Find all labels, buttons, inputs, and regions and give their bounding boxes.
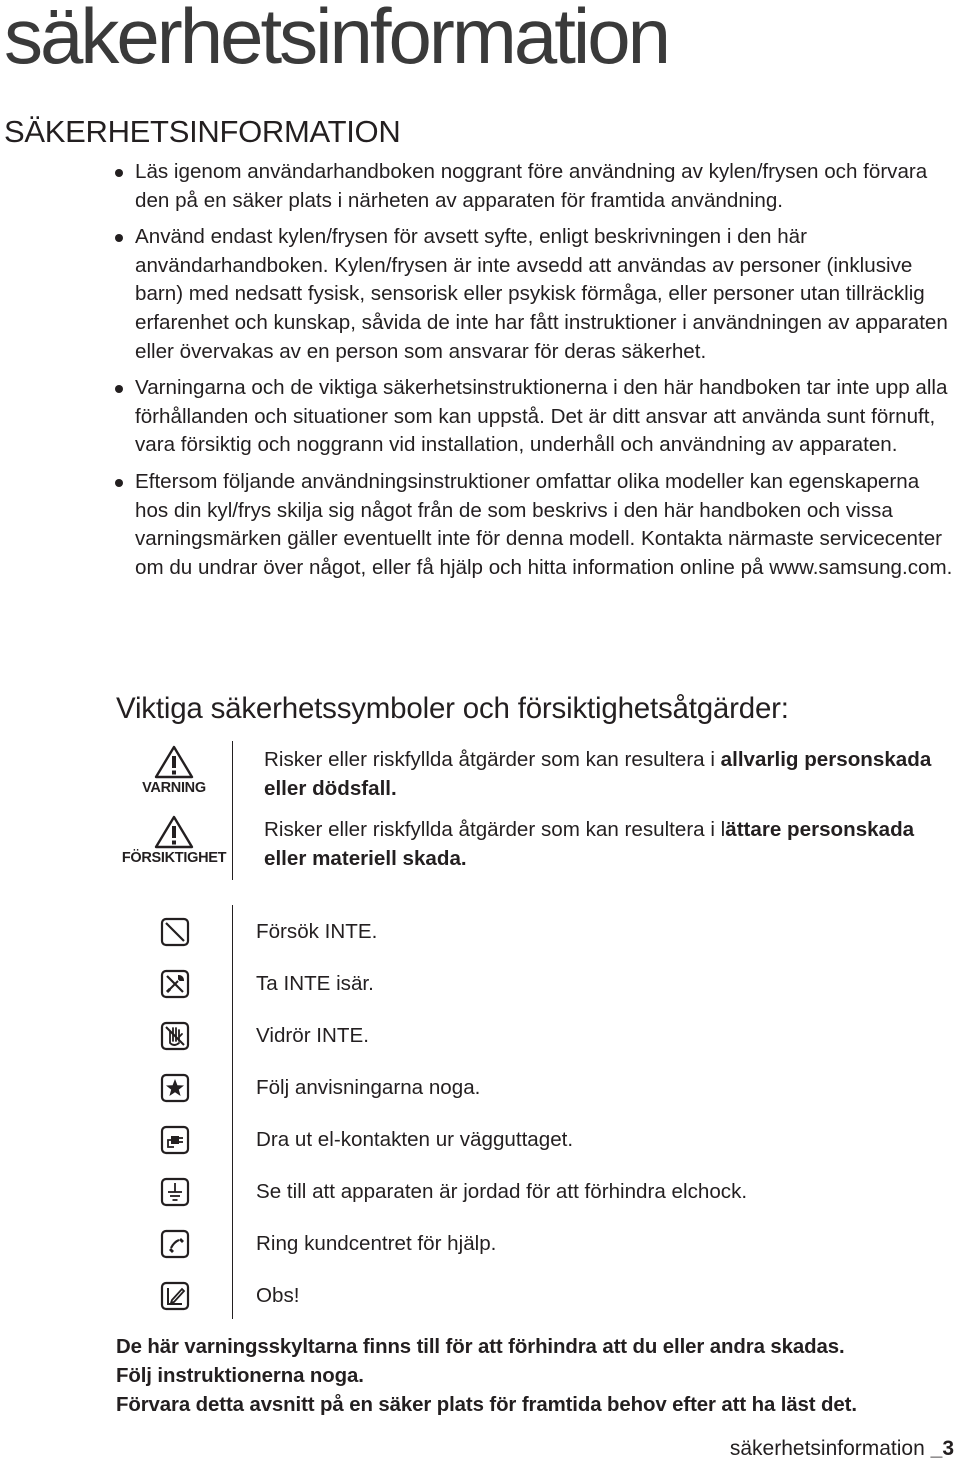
symbol-row: [116, 1061, 956, 1113]
page-title: säkerhetsinformation: [4, 0, 669, 80]
caution-description: [264, 815, 954, 873]
warning-text-bold: allvarlig personskada eller dödsfall.: [264, 748, 932, 800]
warning-triangle-icon: [154, 815, 194, 849]
warning-notice: [116, 1333, 960, 1420]
unplug-icon: [160, 1125, 190, 1155]
symbol-row: [116, 1009, 956, 1061]
caution-icon-cell: [116, 811, 232, 881]
symbol-text: Dra ut el-kontakten ur vägguttaget.: [256, 1128, 574, 1151]
notice-line: Förvara detta avsnitt på en säker plats för framtida behov efter att ha läst det.: [116, 1394, 857, 1416]
warning-text-normal: Risker eller riskfyllda åtgärder som kan resultera i: [264, 748, 721, 771]
symbol-text: Vidrör INTE.: [256, 1024, 369, 1047]
symbol-row: [116, 1269, 956, 1321]
follow-instructions-icon: [160, 1073, 190, 1103]
symbols-heading: Viktiga säkerhetssymboler och försiktighetsåtgärder:: [116, 692, 789, 725]
warning-row-forsiktighet: [116, 811, 956, 881]
warning-label: VARNING: [142, 780, 206, 796]
warning-levels-table: [116, 741, 956, 880]
symbol-text: Följ anvisningarna noga.: [256, 1076, 481, 1099]
bullet-item: Eftersom följande användningsinstruktioner omfattar olika modeller kan egenskaperna hos din kyl/frys skilja sig något från de som beskrivs i den här handboken och vissa varningsmärken gäller eventuellt inte för denna modell. Kontakta närmaste servicecenter om du undrar över något, eller få hjälp och hitta information online på www.samsung.com.: [114, 468, 956, 582]
warning-icon-cell: [116, 741, 232, 811]
symbol-text: Ring kundcentret för hjälp.: [256, 1232, 497, 1255]
safety-bullet-list: [114, 158, 956, 590]
symbol-text: Se till att apparaten är jordad för att förhindra elchock.: [256, 1180, 748, 1203]
note-icon: [160, 1281, 190, 1311]
caution-label: FÖRSIKTIGHET: [121, 850, 227, 866]
ground-icon: [160, 1177, 190, 1207]
symbol-text: Ta INTE isär.: [256, 972, 374, 995]
symbol-row: [116, 1165, 956, 1217]
symbol-table: [116, 905, 956, 1319]
page-number: _3: [930, 1437, 954, 1460]
section-heading: SÄKERHETSINFORMATION: [4, 114, 401, 149]
symbol-text: Obs!: [256, 1284, 300, 1307]
notice-line: Följ instruktionerna noga.: [116, 1365, 364, 1387]
bullet-item: Läs igenom användarhandboken noggrant före användning av kylen/frysen och förvara den på en säker plats i närheten av apparaten för framtida användning.: [114, 158, 956, 215]
caution-text-normal: Risker eller riskfyllda åtgärder som kan resultera i l: [264, 818, 726, 841]
symbol-row: [116, 1217, 956, 1269]
footer-section: säkerhetsinformation: [729, 1437, 925, 1460]
notice-line: De här varningsskyltarna finns till för att förhindra att du eller andra skadas.: [116, 1336, 845, 1358]
prohibited-icon: [160, 917, 190, 947]
bullet-item: Varningarna och de viktiga säkerhetsinstruktionerna i den här handboken tar inte upp alla förhållanden och situationer som kan uppstå. Det är ditt ansvar att använda sunt förnuft, vara försiktig och noggrann vid installation, underhåll och användning av apparaten.: [114, 374, 956, 460]
symbol-row: [116, 905, 956, 957]
page-footer: [730, 1437, 954, 1461]
warning-description: [264, 745, 954, 803]
do-not-touch-icon: [160, 1021, 190, 1051]
phone-icon: [160, 1229, 190, 1259]
symbol-text: Försök INTE.: [256, 920, 378, 943]
caution-text-bold: ättare personskada eller materiell skada.: [264, 818, 915, 870]
warning-triangle-icon: [154, 745, 194, 779]
warning-row-varning: [116, 741, 956, 811]
symbol-row: [116, 957, 956, 1009]
bullet-item: Använd endast kylen/frysen för avsett syfte, enligt beskrivningen i den här användarhandboken. Kylen/frysen är inte avsedd att användas av personer (inklusive barn) med nedsatt fysisk, sensorisk eller psykisk förmåga, eller personer utan tillräcklig erfarenhet och kunskap, såvida de inte har fått instruktioner i användningen av apparaten eller övervakas av en person som ansvarar för deras säkerhet.: [114, 223, 956, 366]
symbol-row: [116, 1113, 956, 1165]
do-not-disassemble-icon: [160, 969, 190, 999]
